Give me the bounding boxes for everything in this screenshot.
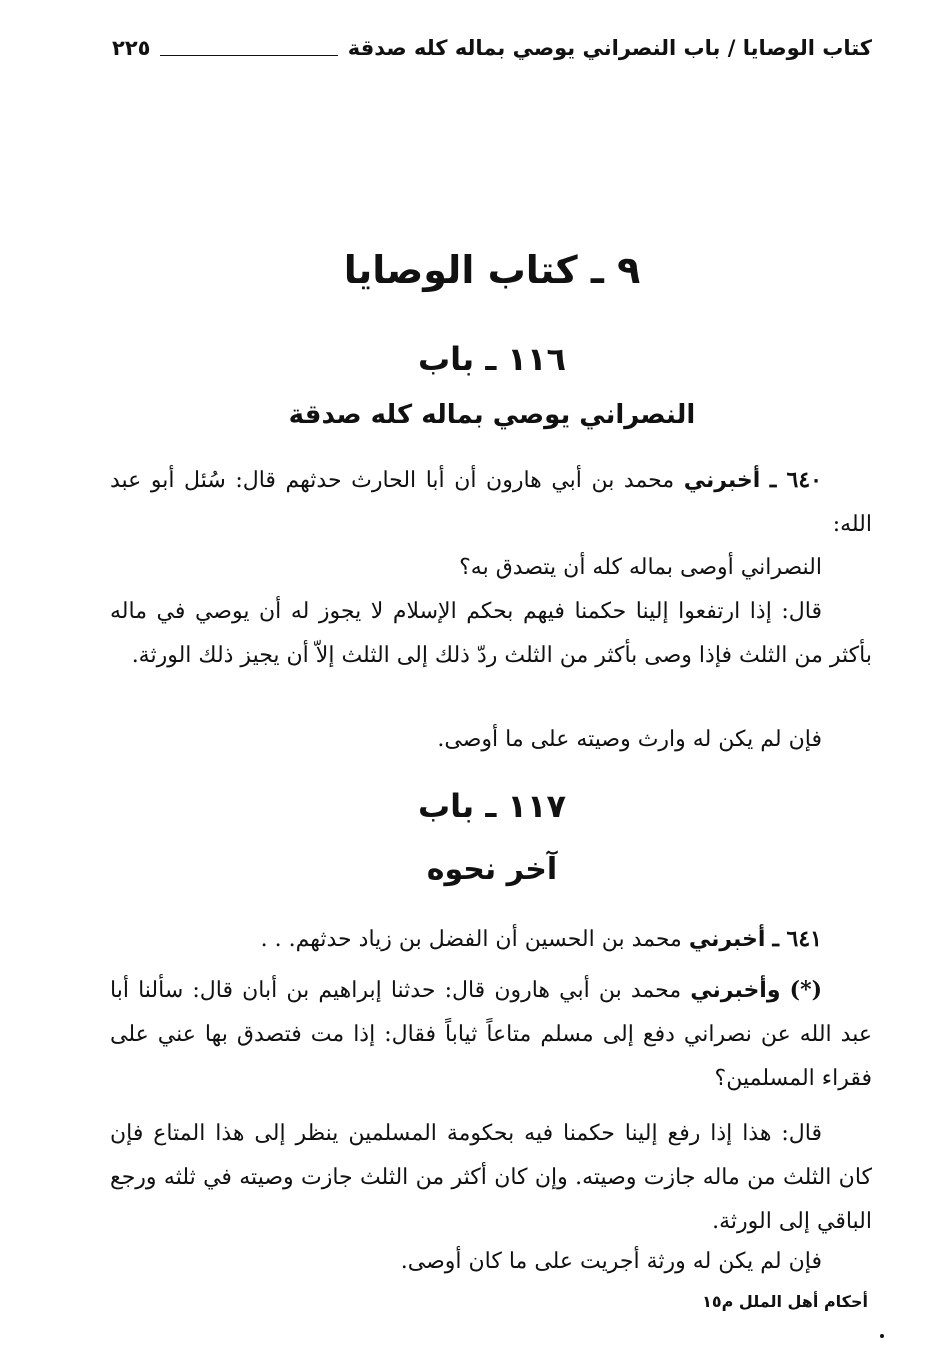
page-number: ٢٢٥: [112, 36, 151, 60]
addendum-narration: [110, 968, 872, 1101]
addendum-answer: قال: هذا إذا رفع إلينا حكمنا فيه بحكومة المسلمين ينظر إلى هذا المتاع فإن كان الثلث من ماله جازت وصيته. وإن كان أكثر من الثلث جازت وصيته في ثلثه ورجع الباقي إلى الورثة.: [110, 1121, 872, 1234]
hadith-641-text: محمد بن الحسين أن الفضل بن زياد حدثهم. . .: [260, 927, 682, 952]
hadith-640-text: محمد بن أبي هارون أن أبا الحارث حدثهم قال: سُئل أبو عبد الله:: [110, 468, 872, 537]
hadith-641-number: ٦٤١ ـ: [772, 926, 822, 952]
running-header: [112, 30, 872, 66]
addendum-marker: (*): [789, 977, 822, 1003]
hadith-640-lead: أخبرني: [683, 468, 761, 493]
hadith-640-number: ٦٤٠ ـ: [769, 467, 822, 493]
running-header-title: كتاب الوصايا / باب النصراني يوصي بماله كله صدقة: [347, 36, 872, 60]
book-title: ٩ ـ كتاب الوصايا: [343, 248, 641, 292]
hadith-640-answer: قال: إذا ارتفعوا إلينا حكمنا فيهم بحكم الإسلام لا يجوز له أن يوصي في ماله بأكثر من الثلث فإذا وصى بأكثر من الثلث ردّ ذلك إلى الثلث إلاّ أن يجيز ذلك الورثة.: [110, 599, 872, 668]
footer-signature: أحكام أهل الملل م١٥: [702, 1292, 868, 1311]
header-rule: [160, 55, 337, 56]
chapter-116-heading: ١١٦ ـ باب: [418, 340, 566, 378]
page-dot: [880, 1334, 884, 1338]
addendum-closing: فإن لم يكن له ورثة أجريت على ما كان أوصى.: [400, 1249, 822, 1274]
hadith-640-question: النصراني أوصى بماله كله أن يتصدق به؟: [459, 555, 822, 580]
chapter-116-subheading: النصراني يوصي بماله كله صدقة: [288, 400, 696, 430]
hadith-641: [110, 917, 872, 962]
addendum-text: محمد بن أبي هارون قال: حدثنا إبراهيم بن أبان قال: سألنا أبا عبد الله عن نصراني دفع إلى مسلم متاعاً ثياباً فقال: إذا مت فتصدق بها عني على فقراء المسلمين؟: [110, 978, 872, 1091]
addendum-lead: وأخبرني: [690, 978, 781, 1003]
chapter-117-heading: ١١٧ ـ باب: [418, 787, 566, 825]
hadith-640-closing: فإن لم يكن له وارث وصيته على ما أوصى.: [437, 727, 822, 752]
chapter-117-subheading: آخر نحوه: [426, 852, 558, 887]
hadith-640-intro: [110, 458, 872, 547]
hadith-641-lead: أخبرني: [688, 927, 766, 952]
